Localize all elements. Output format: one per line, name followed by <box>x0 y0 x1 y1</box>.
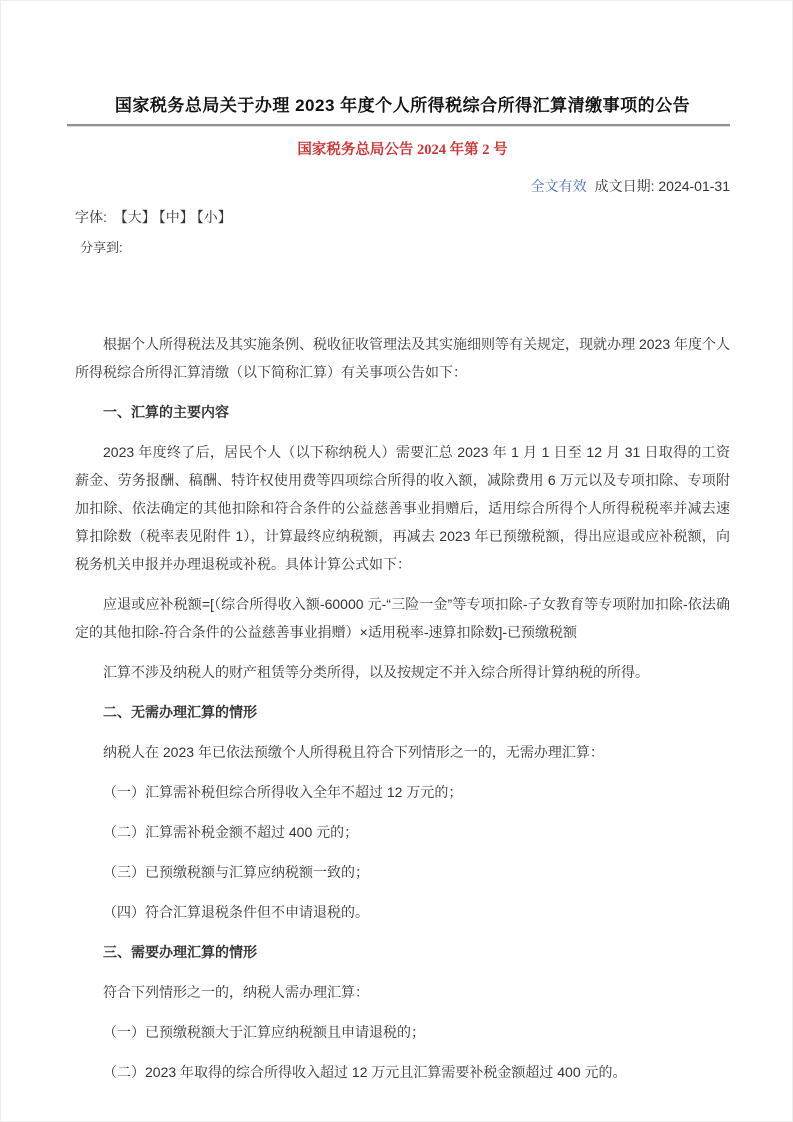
section-heading-2: 二、无需办理汇算的情形 <box>103 704 257 720</box>
paragraph-intro: 根据个人所得税法及其实施条例、税收征收管理法及其实施细则等有关规定，现就办理 2023 年度个人所得税综合所得汇算清缴（以下简称汇算）有关事项公告如下： <box>75 336 730 380</box>
paragraph-section3-lead: 符合下列情形之一的，纳税人需办理汇算： <box>103 984 369 1000</box>
list-item-3-2: （二）2023 年取得的综合所得收入超过 12 万元且汇算需要补税金额超过 400 元的。 <box>103 1064 627 1080</box>
list-item-2-1: （一）汇算需补税但综合所得收入全年不超过 12 万元的； <box>103 784 463 800</box>
page-title: 国家税务总局关于办理 2023 年度个人所得税综合所得汇算清缴事项的公告 <box>114 96 691 115</box>
font-size-controls <box>75 207 730 227</box>
paragraph-formula: 应退或应补税额=[（综合所得收入额-60000 元-“三险一金”等专项扣除-子女教育等专项附加扣除-依法确定的其他扣除-符合条件的公益慈善事业捐赠）×适用税率-速算扣除数]-已预缴税额 <box>75 596 730 640</box>
section-heading-3: 三、需要办理汇算的情形 <box>103 944 257 960</box>
date-value: 2024-01-31 <box>658 178 730 194</box>
font-size-label: 字体: <box>75 209 107 225</box>
paragraph-section1-main: 2023 年度终了后，居民个人（以下称纳税人）需要汇总 2023 年 1 月 1 日至 12 月 31 日取得的工资薪金、劳务报酬、稿酬、特许权使用费等四项综合所得的收入额，减除费用 6 万元以及专项扣除、专项附加扣除、依法确定的其他扣除和符合条件的公益慈善事业捐赠后，适用综合所得个人所得税税率并减去速算扣除数（税率表见附件 1），计算最终应纳税额，再减去 2023 年已预缴税额，得出应退或应补税额，向税务机关申报并办理退税或补税。具体计算公式如下： <box>75 444 730 572</box>
list-item-2-3: （三）已预缴税额与汇算应纳税额一致的； <box>103 864 369 880</box>
list-item-3-1: （一）已预缴税额大于汇算应纳税额且申请退税的； <box>103 1024 425 1040</box>
status-badge[interactable]: 全文有效 <box>530 178 587 194</box>
share-label: 分享到: <box>80 240 123 255</box>
section-heading-1: 一、汇算的主要内容 <box>103 404 229 420</box>
font-size-large-button[interactable]: 【大】 <box>113 209 156 225</box>
paragraph-section2-lead: 纳税人在 2023 年已依法预缴个人所得税且符合下列情形之一的，无需办理汇算： <box>103 744 604 760</box>
meta-row <box>75 177 730 195</box>
list-item-2-4: （四）符合汇算退税条件但不申请退税的。 <box>103 904 369 920</box>
date-label: 成文日期: <box>594 178 655 194</box>
doc-number: 国家税务总局公告 2024 年第 2 号 <box>297 142 508 158</box>
title-divider <box>67 124 730 127</box>
list-item-2-2: （二）汇算需补税金额不超过 400 元的； <box>103 824 359 840</box>
share-row <box>75 234 730 262</box>
font-size-small-button[interactable]: 【小】 <box>196 209 232 225</box>
font-size-medium-button[interactable]: 【中】 <box>158 209 194 225</box>
document-body <box>75 330 730 1086</box>
paragraph-section1-scope: 汇算不涉及纳税人的财产租赁等分类所得，以及按规定不并入综合所得计算纳税的所得。 <box>103 664 649 680</box>
